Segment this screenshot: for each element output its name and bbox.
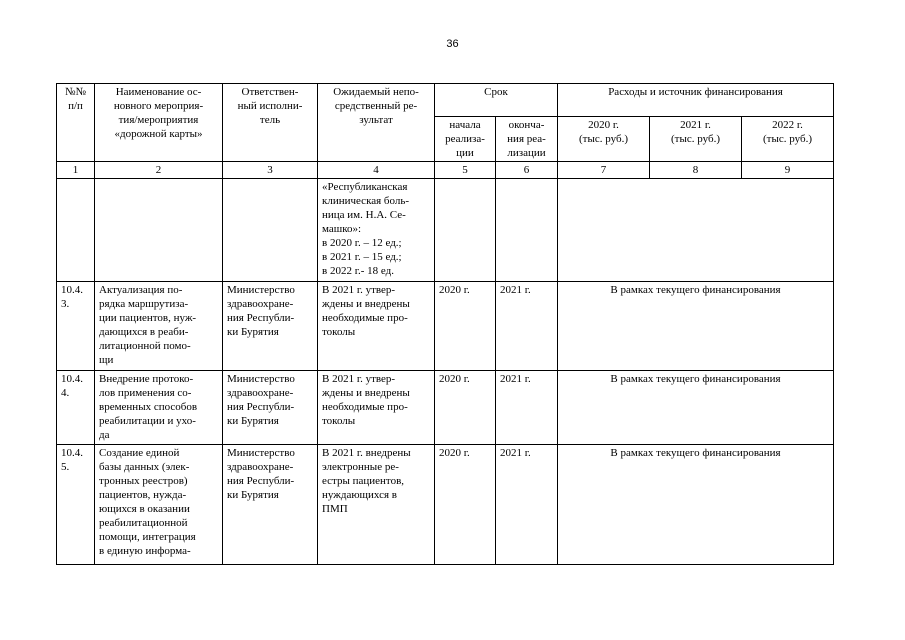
page-number: 36	[446, 38, 459, 50]
cell-name	[95, 179, 223, 282]
header-no: №№ п/п	[57, 84, 95, 162]
cell-financing: В рамках текущего финансирования	[558, 445, 834, 565]
header-fin-2020: 2020 г. (тыс. руб.)	[558, 117, 650, 162]
cell-end: 2021 г.	[496, 282, 558, 371]
column-number: 3	[223, 162, 318, 179]
cell-financing: В рамках текущего финансирования	[558, 371, 834, 445]
cell-no	[57, 179, 95, 282]
column-number-row	[57, 162, 834, 179]
cell-responsible: Министерство здравоохране- ния Республи- ки Бурятия	[223, 445, 318, 565]
table-row	[57, 282, 834, 371]
cell-result: «Республиканская клиническая боль- ница им. Н.А. Се- машко»: в 2020 г. – 12 ед.; в 2021 г. – 15 ед.; в 2022 г.- 18 ед.	[318, 179, 435, 282]
cell-start: 2020 г.	[435, 371, 496, 445]
column-number: 6	[496, 162, 558, 179]
cell-end	[496, 179, 558, 282]
column-number: 9	[742, 162, 834, 179]
column-number: 8	[650, 162, 742, 179]
column-number: 2	[95, 162, 223, 179]
header-financing: Расходы и источник финансирования	[558, 84, 834, 117]
cell-start: 2020 г.	[435, 445, 496, 565]
header-responsible: Ответствен- ный исполни- тель	[223, 84, 318, 162]
cell-responsible: Министерство здравоохране- ния Республи- ки Бурятия	[223, 282, 318, 371]
cell-no: 10.4. 5.	[57, 445, 95, 565]
cell-result: В 2021 г. утвер- ждены и внедрены необходимые про- токолы	[318, 282, 435, 371]
cell-name: Актуализация по- рядка маршрутиза- ции пациентов, нуж- дающихся в реаби- литационной помо- щи	[95, 282, 223, 371]
cell-result: В 2021 г. утвер- ждены и внедрены необходимые про- токолы	[318, 371, 435, 445]
cell-responsible	[223, 179, 318, 282]
cell-result: В 2021 г. внедрены электронные ре- естры пациентов, нуждающихся в ПМП	[318, 445, 435, 565]
column-number: 1	[57, 162, 95, 179]
table-row-continuation	[57, 179, 834, 282]
header-term: Срок	[435, 84, 558, 117]
cell-start: 2020 г.	[435, 282, 496, 371]
column-number: 4	[318, 162, 435, 179]
cell-name: Внедрение протоко- лов применения со- временных способов реабилитации и ухо- да	[95, 371, 223, 445]
header-result: Ожидаемый непо- средственный ре- зультат	[318, 84, 435, 162]
header-fin-2021: 2021 г. (тыс. руб.)	[650, 117, 742, 162]
roadmap-table	[56, 83, 834, 565]
cell-end: 2021 г.	[496, 445, 558, 565]
header-name: Наименование ос- новного мероприя- тия/мероприятия «дорожной карты»	[95, 84, 223, 162]
column-number: 7	[558, 162, 650, 179]
cell-name: Создание единой базы данных (элек- тронных реестров) пациентов, нужда- ющихся в оказании реабилитационной помощи, интеграция в единую информа-	[95, 445, 223, 565]
table-row	[57, 371, 834, 445]
cell-responsible: Министерство здравоохране- ния Республи- ки Бурятия	[223, 371, 318, 445]
header-term-start: начала реализа- ции	[435, 117, 496, 162]
cell-financing	[558, 179, 834, 282]
cell-financing: В рамках текущего финансирования	[558, 282, 834, 371]
cell-no: 10.4. 3.	[57, 282, 95, 371]
cell-start	[435, 179, 496, 282]
cell-end: 2021 г.	[496, 371, 558, 445]
column-number: 5	[435, 162, 496, 179]
header-fin-2022: 2022 г. (тыс. руб.)	[742, 117, 834, 162]
header-row-1	[57, 84, 834, 117]
cell-no: 10.4. 4.	[57, 371, 95, 445]
header-term-end: оконча- ния реа- лизации	[496, 117, 558, 162]
table-row	[57, 445, 834, 565]
